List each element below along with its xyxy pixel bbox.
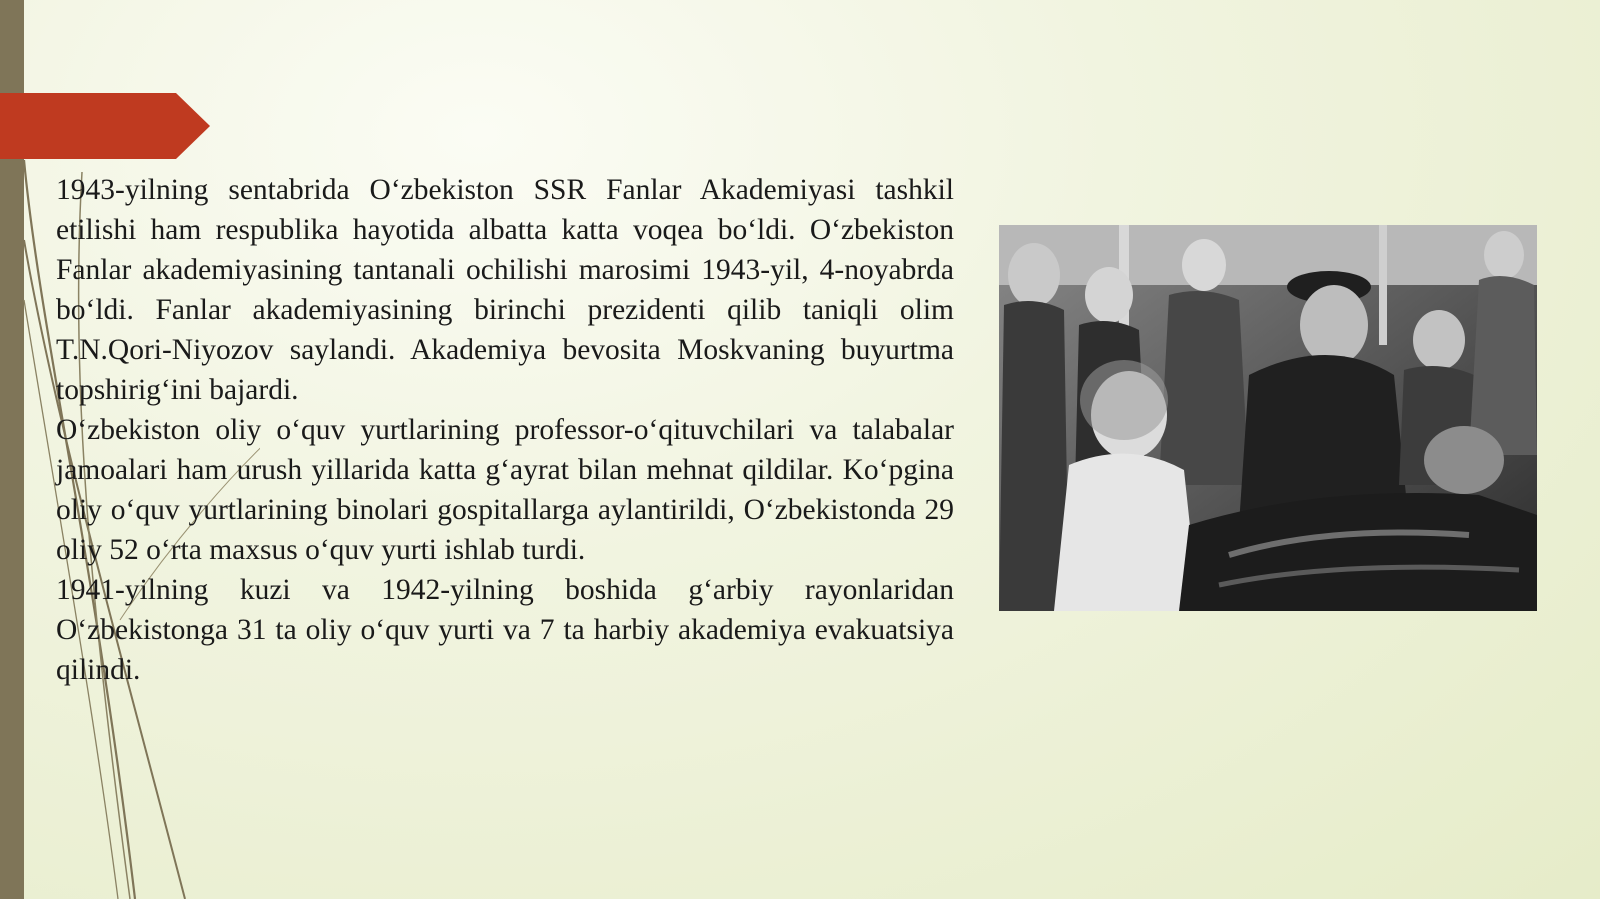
body-text bbox=[56, 170, 954, 690]
paragraph-evacuation: 1941-yilning kuzi va 1942-yilning boshida g‘arbiy rayonlaridan O‘zbekistonga 31 ta oliy o‘quv yurti va 7 ta harbiy akademiya evakuatsiya qilindi. bbox=[56, 574, 954, 686]
paragraph-academy: 1943-yilning sentabrida O‘zbekiston SSR Fanlar Akademiyasi tashkil etilishi ham respublika hayotida albatta katta voqea bo‘ldi. O‘zbekiston Fanlar akademiyasining tantanali ochilishi marosimi 1943-yil, 4-noyabrda bo‘ldi. Fanlar akademiyasining birinchi prezidenti qilib taniqli olim T.N.Qori-Niyozov saylandi. Akademiya bevosita Moskvaning buyurtma topshirig‘ini bajardi. bbox=[56, 174, 954, 406]
paragraph-universities: O‘zbekiston oliy o‘quv yurtlarining professor-o‘qituvchilari va talabalar jamoalari ham urush yillarida katta g‘ayrat bilan mehnat qildilar. Ko‘pgina oliy o‘quv yurtlarining binolari gospitallarga aylantirildi, O‘zbekistonda 29 oliy 52 o‘rta maxsus o‘quv yurti ishlab turdi. bbox=[56, 414, 954, 566]
title-arrow-shape bbox=[0, 93, 210, 159]
historical-photo bbox=[999, 225, 1537, 611]
